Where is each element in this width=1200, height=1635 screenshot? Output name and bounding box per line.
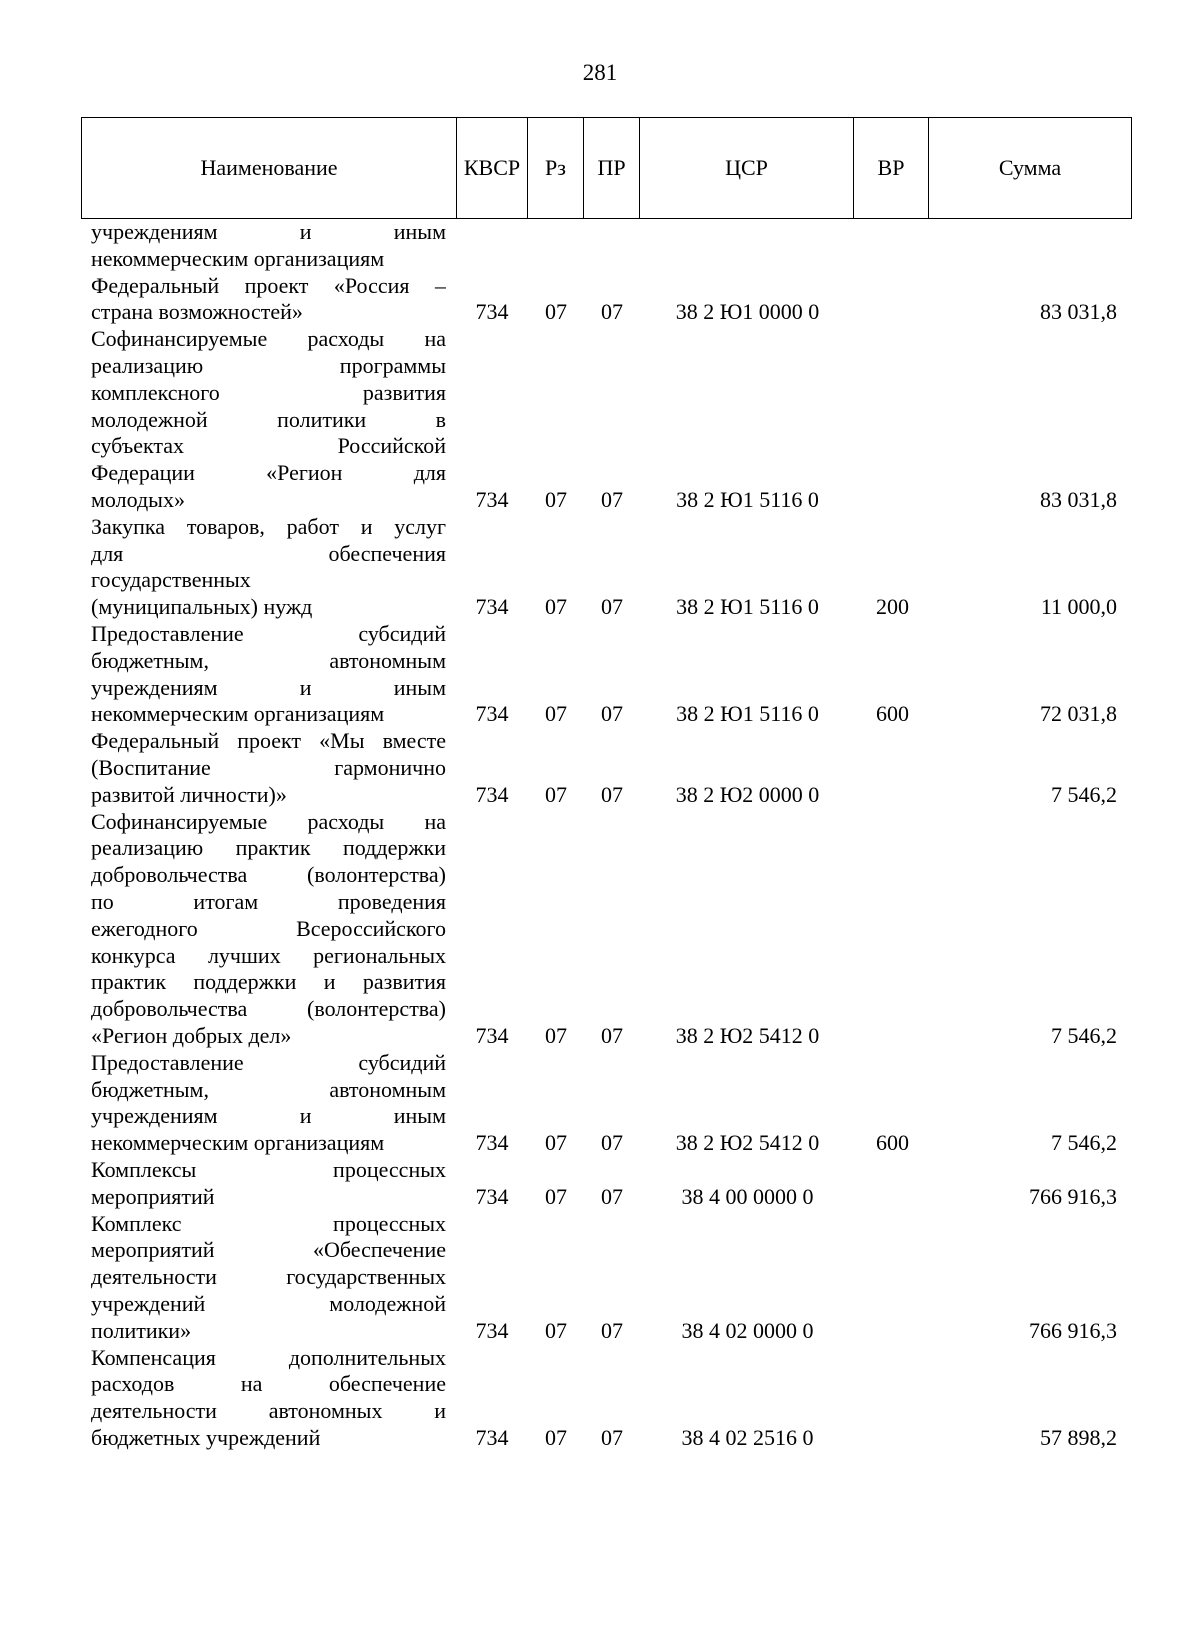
table-row	[0, 273, 1200, 327]
row-name	[91, 273, 446, 327]
cell-vr	[855, 1184, 930, 1211]
cell-rz: 07	[545, 1130, 567, 1156]
row-name-line: мероприятий	[91, 1183, 215, 1209]
cell-pr: 07	[601, 781, 623, 807]
row-name	[91, 1157, 446, 1211]
row-name-line: молодежной политики в	[91, 406, 446, 432]
cell-pr: 07	[601, 1183, 623, 1209]
cell-csr: 38 2 Ю1 5116 0	[676, 486, 819, 512]
cell-vr: 600	[876, 1130, 909, 1156]
cell-rz: 07	[545, 486, 567, 512]
row-name-line: (Воспитание гармонично	[91, 754, 446, 780]
cell-kvsr: 734	[475, 1022, 509, 1048]
row-name-line: расходов на обеспечение	[91, 1371, 446, 1397]
row-name-line: реализацию программы	[91, 352, 446, 378]
row-name-line: комплексного развития	[91, 379, 446, 405]
cell-vr	[855, 487, 930, 514]
row-name	[91, 514, 446, 621]
cell-sum: 83 031,8	[1040, 486, 1117, 512]
cell-pr: 07	[601, 299, 623, 325]
row-name-line: развитой личности)»	[91, 781, 287, 807]
row-name-line: Федеральный проект «Мы вместе	[91, 728, 446, 754]
row-name-line: Комплекс процессных	[91, 1210, 446, 1236]
row-name-line: конкурса лучших региональных	[91, 942, 446, 968]
row-name-line: некоммерческим организациям	[91, 245, 385, 271]
cell-pr: 07	[601, 594, 623, 620]
row-name-line: ежегодного Всероссийского	[91, 915, 446, 941]
row-name-line: Софинансируемые расходы на	[91, 326, 446, 352]
row-name-line: реализацию практик поддержки	[91, 835, 446, 861]
cell-kvsr: 734	[475, 1424, 509, 1450]
cell-vr	[855, 299, 930, 326]
cell-kvsr	[457, 246, 527, 273]
row-name-line: некоммерческим организациям	[91, 701, 385, 727]
cell-csr: 38 2 Ю2 5412 0	[675, 1130, 820, 1156]
table-row	[0, 621, 1200, 728]
cell-kvsr: 734	[475, 1130, 509, 1156]
cell-sum: 7 546,2	[1051, 781, 1117, 807]
row-name	[91, 1345, 446, 1452]
cell-kvsr: 734	[475, 1317, 509, 1343]
cell-pr: 07	[601, 1130, 623, 1156]
cell-kvsr: 734	[475, 1183, 509, 1209]
column-header-kvsr: КВСР	[457, 118, 528, 219]
row-name-line: Софинансируемые расходы на	[91, 808, 446, 834]
row-name-line: Комплексы процессных	[91, 1156, 446, 1182]
cell-csr	[641, 246, 854, 273]
cell-kvsr: 734	[475, 781, 509, 807]
cell-rz: 07	[545, 1022, 567, 1048]
row-name-line: государственных	[91, 567, 251, 593]
row-name-line: бюджетным, автономным	[91, 647, 446, 673]
row-name-line: по итогам проведения	[91, 888, 446, 914]
cell-csr: 38 2 Ю1 5116 0	[676, 594, 819, 620]
table-row	[0, 728, 1200, 808]
cell-kvsr: 734	[475, 486, 509, 512]
cell-rz: 07	[545, 1183, 567, 1209]
row-name-line: для обеспечения	[91, 540, 446, 566]
table-row	[0, 1050, 1200, 1157]
row-name-line: деятельности государственных	[91, 1264, 446, 1290]
cell-rz: 07	[545, 1424, 567, 1450]
cell-rz: 07	[545, 299, 567, 325]
row-name-line: Предоставление субсидий	[91, 1049, 446, 1075]
cell-vr	[855, 1023, 930, 1050]
table-body	[0, 219, 1200, 1452]
table-row	[0, 1345, 1200, 1452]
cell-sum	[930, 246, 1117, 273]
row-name-line: добровольчества (волонтерства)	[91, 862, 446, 888]
table-row	[0, 809, 1200, 1050]
cell-pr: 07	[601, 1317, 623, 1343]
row-name-line: учреждениям и иным	[91, 1103, 446, 1129]
row-name-line: Федерации «Регион для	[91, 460, 446, 486]
row-name-line: учреждений молодежной	[91, 1290, 446, 1316]
row-name	[91, 326, 446, 514]
row-name-line: молодых»	[91, 486, 185, 512]
cell-csr: 38 2 Ю1 0000 0	[675, 299, 820, 325]
row-name-line: Федеральный проект «Россия –	[91, 272, 446, 298]
row-name	[91, 1211, 446, 1345]
cell-sum: 72 031,8	[1040, 701, 1117, 727]
row-name-line: некоммерческим организациям	[91, 1130, 385, 1156]
cell-sum: 766 916,3	[1029, 1183, 1117, 1209]
cell-vr	[855, 246, 930, 273]
column-header-sum: Сумма	[929, 118, 1132, 219]
cell-vr	[855, 1425, 930, 1452]
row-name	[91, 219, 446, 273]
row-name-line: «Регион добрых дел»	[91, 1022, 292, 1048]
row-name-line: субъектах Российской	[91, 433, 446, 459]
page-number: 281	[582, 60, 618, 85]
table-row	[0, 514, 1200, 621]
table-row	[0, 326, 1200, 514]
row-name	[91, 809, 446, 1050]
cell-rz: 07	[545, 781, 567, 807]
cell-vr: 200	[876, 594, 909, 620]
cell-sum: 11 000,0	[1040, 594, 1117, 620]
column-header-csr: ЦСР	[640, 118, 854, 219]
cell-kvsr: 734	[475, 701, 509, 727]
row-name-line: Закупка товаров, работ и услуг	[91, 513, 446, 539]
cell-csr: 38 4 02 0000 0	[681, 1317, 814, 1343]
cell-kvsr: 734	[475, 594, 509, 620]
cell-sum: 83 031,8	[1040, 299, 1117, 325]
cell-vr: 600	[876, 701, 909, 727]
cell-csr: 38 4 00 0000 0	[681, 1183, 814, 1209]
cell-rz	[528, 246, 584, 273]
row-name-line: (муниципальных) нужд	[91, 594, 313, 620]
cell-sum: 57 898,2	[1040, 1424, 1117, 1450]
row-name-line: страна возможностей»	[91, 299, 303, 325]
column-header-vr: ВР	[854, 118, 929, 219]
cell-sum: 7 546,2	[1051, 1022, 1117, 1048]
cell-csr: 38 4 02 2516 0	[681, 1424, 814, 1450]
row-name-line: добровольчества (волонтерства)	[91, 996, 446, 1022]
row-name-line: Компенсация дополнительных	[91, 1344, 446, 1370]
cell-sum: 7 546,2	[1051, 1130, 1117, 1156]
row-name-line: политики»	[91, 1317, 192, 1343]
cell-vr	[855, 782, 930, 809]
column-header-pr: ПР	[584, 118, 640, 219]
cell-pr	[584, 246, 640, 273]
row-name-line: практик поддержки и развития	[91, 969, 446, 995]
cell-sum: 766 916,3	[1029, 1317, 1117, 1343]
row-name-line: мероприятий «Обеспечение	[91, 1237, 446, 1263]
cell-pr: 07	[601, 486, 623, 512]
row-name-line: деятельности автономных и	[91, 1398, 446, 1424]
cell-csr: 38 2 Ю2 5412 0	[675, 1022, 820, 1048]
row-name	[91, 1050, 446, 1157]
cell-rz: 07	[545, 701, 567, 727]
row-name	[91, 728, 446, 808]
table-header	[81, 117, 1132, 219]
row-name-line: бюджетных учреждений	[91, 1424, 321, 1450]
cell-pr: 07	[601, 1424, 623, 1450]
cell-rz: 07	[545, 594, 567, 620]
cell-kvsr: 734	[475, 299, 509, 325]
column-header-name: Наименование	[82, 118, 457, 219]
table-row	[0, 1157, 1200, 1211]
row-name	[91, 621, 446, 728]
row-name-line: учреждениям и иным	[91, 674, 446, 700]
column-header-rz: Рз	[528, 118, 584, 219]
cell-pr: 07	[601, 701, 623, 727]
table-row	[0, 1211, 1200, 1345]
cell-pr: 07	[601, 1022, 623, 1048]
cell-csr: 38 2 Ю2 0000 0	[675, 781, 820, 807]
row-name-line: Предоставление субсидий	[91, 620, 446, 646]
table-row	[0, 219, 1200, 273]
cell-vr	[855, 1318, 930, 1345]
cell-rz: 07	[545, 1317, 567, 1343]
row-name-line: бюджетным, автономным	[91, 1076, 446, 1102]
row-name-line: учреждениям и иным	[91, 219, 446, 244]
cell-csr: 38 2 Ю1 5116 0	[676, 701, 819, 727]
